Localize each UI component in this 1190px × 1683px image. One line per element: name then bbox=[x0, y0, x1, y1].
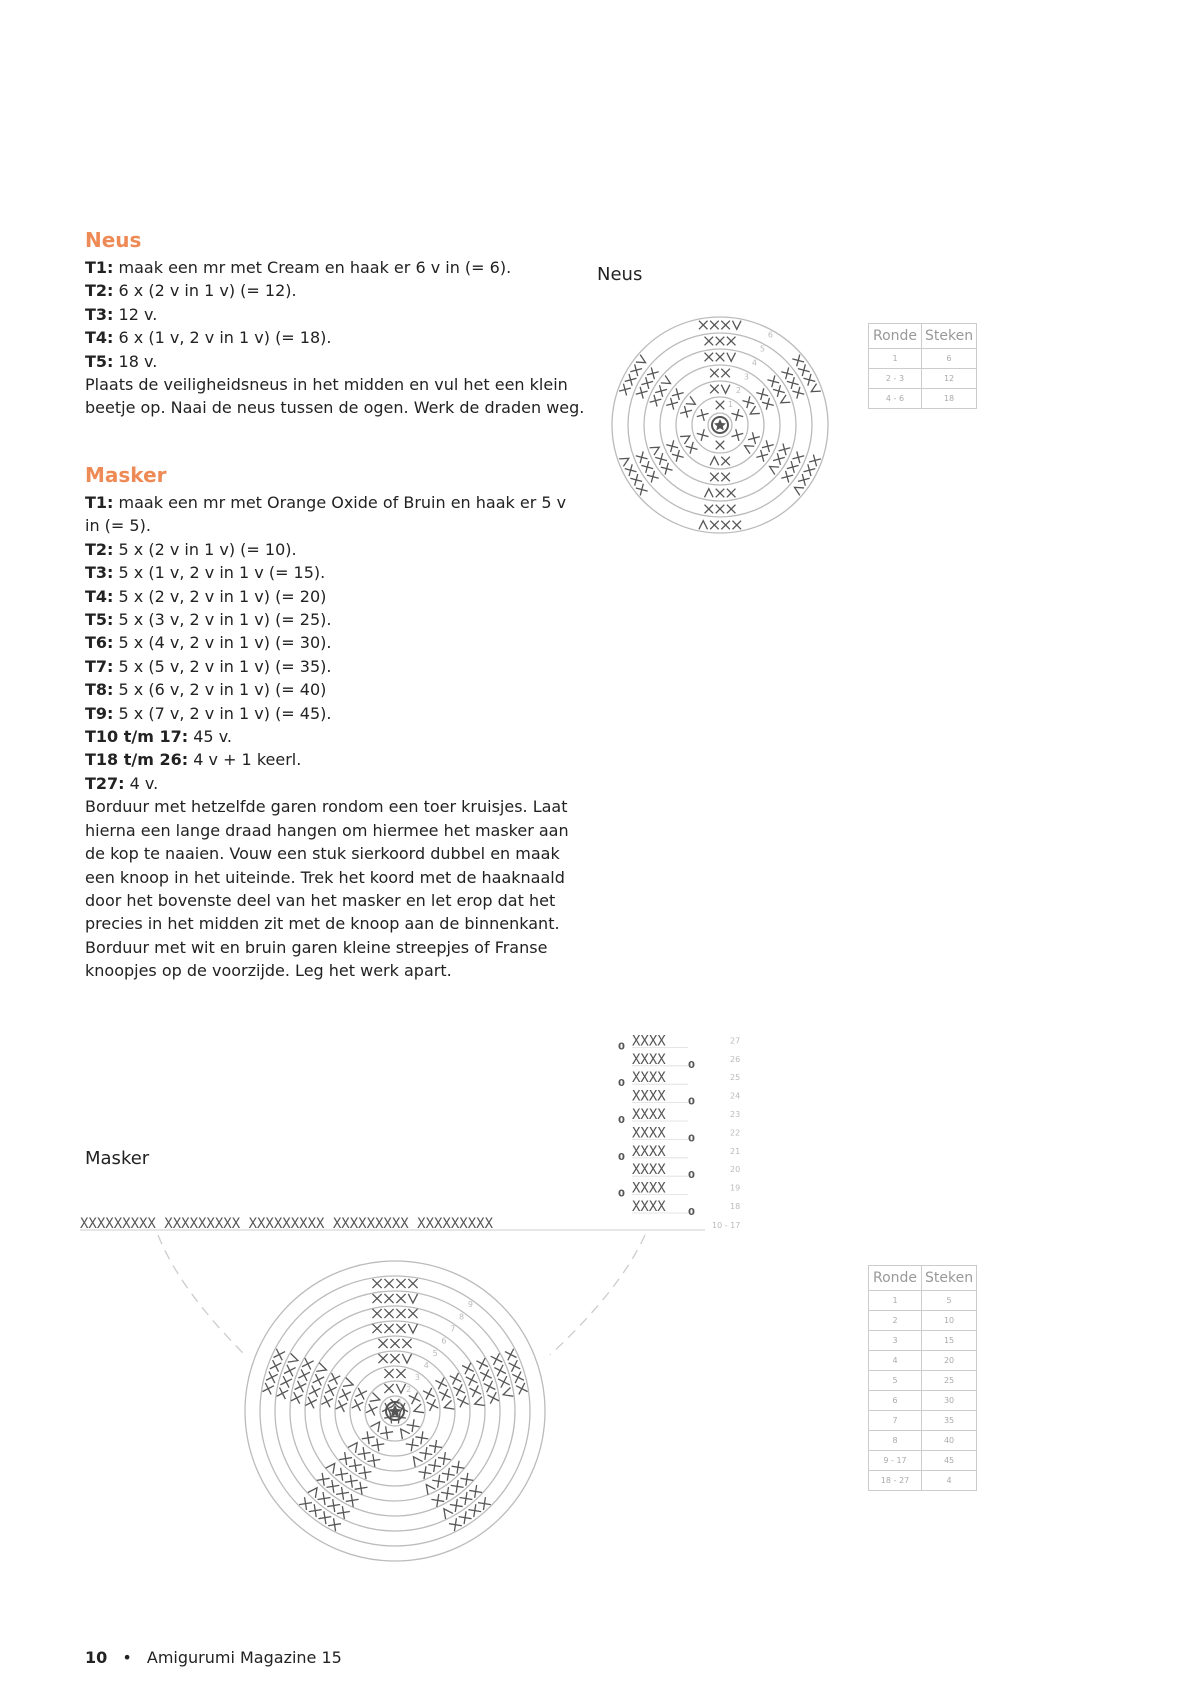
stitch-symbol bbox=[345, 1475, 358, 1488]
stitch-symbol bbox=[505, 1349, 517, 1361]
stitch-symbol bbox=[686, 442, 698, 454]
stitch-symbol bbox=[409, 1393, 421, 1405]
instruction-line: T2: 5 x (2 v in 1 v) (= 10). bbox=[85, 539, 297, 559]
stitch-symbol bbox=[427, 1399, 439, 1411]
row-stitches: XXXX bbox=[632, 1143, 666, 1160]
instruction-line: T27: 4 v. bbox=[85, 773, 159, 793]
stitch-symbol bbox=[756, 450, 768, 462]
stitch-symbol bbox=[699, 321, 708, 330]
stitch-symbol bbox=[773, 453, 785, 465]
stitch-symbol bbox=[732, 521, 741, 530]
turn-symbol: 0 bbox=[688, 1059, 695, 1071]
instruction-line: T3: 12 v. bbox=[85, 304, 158, 324]
stitch-symbol bbox=[710, 369, 719, 378]
table-row: 5 25 bbox=[869, 1371, 977, 1391]
table-row: 8 40 bbox=[869, 1431, 977, 1451]
ring-number: 1 bbox=[397, 1397, 403, 1407]
stitch-symbol bbox=[468, 1504, 481, 1517]
stitch-symbol bbox=[798, 364, 810, 376]
stitch-symbol bbox=[442, 1468, 455, 1481]
stitch-symbol bbox=[370, 1393, 382, 1405]
stitch-symbol bbox=[384, 1279, 393, 1288]
stitch-symbol bbox=[451, 1480, 464, 1493]
row-stitches: XXXX bbox=[632, 1199, 666, 1215]
masker-heading: Masker bbox=[85, 463, 167, 487]
stitch-symbol bbox=[767, 463, 779, 475]
table-row: 9 - 17 45 bbox=[869, 1451, 977, 1471]
stitch-symbol bbox=[355, 1388, 367, 1400]
stitch-symbol bbox=[412, 1404, 424, 1416]
stitch-symbol bbox=[716, 353, 725, 362]
table-row: 7 35 bbox=[869, 1411, 977, 1431]
stitch-symbol bbox=[266, 1371, 278, 1383]
instruction-line: T18 t/m 26: 4 v + 1 keerl. bbox=[85, 750, 302, 770]
stitch-symbol bbox=[396, 1279, 405, 1288]
page-footer bbox=[85, 1648, 342, 1667]
stitch-symbol bbox=[372, 1294, 381, 1303]
stitch-symbol bbox=[309, 1504, 322, 1517]
stitch-symbol bbox=[453, 1384, 465, 1396]
stitch-symbol bbox=[792, 451, 804, 463]
stitch-symbol bbox=[384, 1324, 393, 1333]
stitch-symbol bbox=[798, 474, 810, 486]
instruction-line: T5: 5 x (3 v, 2 v in 1 v) (= 25). bbox=[85, 610, 332, 630]
ring-number: 4 bbox=[423, 1360, 429, 1370]
stitch-symbol bbox=[470, 1385, 482, 1397]
stitch-symbol bbox=[384, 1384, 393, 1393]
stitch-symbol bbox=[781, 471, 793, 483]
stitch-symbol bbox=[318, 1511, 331, 1524]
table-row: 2 10 bbox=[869, 1311, 977, 1331]
instruction-line: T5: 18 v. bbox=[85, 351, 158, 371]
row-stitches: XXXX bbox=[632, 1051, 666, 1068]
row-number: 23 bbox=[730, 1110, 741, 1119]
instruction-line: T7: 5 x (5 v, 2 v in 1 v) (= 35). bbox=[85, 656, 332, 676]
stitch-symbol bbox=[396, 1309, 405, 1318]
masker-stitch-table bbox=[868, 1265, 977, 1491]
stitch-symbol bbox=[710, 385, 719, 394]
stitch-symbol bbox=[509, 1360, 521, 1372]
stitch-symbol bbox=[641, 461, 653, 473]
stitch-symbol bbox=[366, 1404, 378, 1416]
stitch-symbol bbox=[473, 1397, 485, 1409]
stitch-symbol bbox=[432, 1475, 445, 1488]
stitch-symbol bbox=[721, 457, 730, 466]
stitch-symbol bbox=[390, 1339, 399, 1348]
stitch-symbol bbox=[273, 1349, 285, 1361]
stitch-symbol bbox=[686, 396, 698, 408]
row-number: 19 bbox=[730, 1183, 741, 1193]
stitch-symbol bbox=[466, 1374, 478, 1386]
neus-crochet-diagram bbox=[600, 305, 840, 545]
stitch-symbol bbox=[280, 1376, 292, 1388]
stitch-symbol bbox=[787, 377, 799, 389]
stitch-symbol bbox=[619, 384, 631, 396]
table-header-ronde: Ronde bbox=[869, 1266, 922, 1291]
turn-symbol: 0 bbox=[688, 1170, 695, 1182]
row-stitches: XXXX bbox=[632, 1125, 666, 1142]
stitch-symbol bbox=[450, 1499, 463, 1512]
stitch-symbol bbox=[402, 1339, 411, 1348]
turn-symbol: 0 bbox=[688, 1096, 695, 1108]
page-number: 10 bbox=[85, 1648, 108, 1667]
table-row: 4 - 6 18 bbox=[869, 389, 977, 409]
masker-paragraph: Borduur met hetzelfde garen rondom een toer kruisjes. Laat hierna een lange draad hangen om hiermee het masker aan de kop te naaien. Vouw een stuk sierkoord dubbel en maak een knoop in het uiteinde. Trek het koord met de haaknaald door het bovenste deel van het masker en let erop dat het precies in het midden zit met de knoop aan de binnenkant. Borduur met wit en bruin garen kleine streepjes of Franse knoopjes op de voorzijde. Leg het werk apart. bbox=[85, 797, 569, 981]
stitch-symbol bbox=[384, 1294, 393, 1303]
stitch-symbol bbox=[630, 364, 642, 376]
stitch-symbol bbox=[705, 505, 714, 514]
stitch-symbol bbox=[727, 353, 736, 362]
stitch-symbol bbox=[362, 1431, 375, 1444]
stitch-symbol bbox=[716, 441, 725, 450]
stitch-symbol bbox=[325, 1384, 337, 1396]
table-row: 3 15 bbox=[869, 1331, 977, 1351]
stitch-symbol bbox=[650, 443, 662, 455]
stitch-symbol bbox=[710, 457, 719, 466]
stitch-symbol bbox=[298, 1369, 310, 1381]
stitch-symbol bbox=[378, 1354, 387, 1363]
base-row-label: 10 - 17 bbox=[712, 1221, 741, 1230]
stitch-symbol bbox=[672, 388, 684, 400]
stitch-symbol bbox=[270, 1360, 282, 1372]
stitch-symbol bbox=[727, 489, 736, 498]
stitch-symbol bbox=[459, 1511, 472, 1524]
turn-symbol: 0 bbox=[618, 1188, 625, 1200]
stitch-symbol bbox=[748, 406, 760, 418]
ring-number: 3 bbox=[743, 372, 749, 382]
stitch-symbol bbox=[787, 461, 799, 473]
instruction-line: T1: maak een mr met Orange Oxide of Bruin en haak er 5 v in (= 5). bbox=[85, 493, 567, 536]
stitch-symbol bbox=[295, 1381, 307, 1393]
row-number: 21 bbox=[730, 1146, 741, 1156]
instruction-line: T9: 5 x (7 v, 2 v in 1 v) (= 45). bbox=[85, 703, 332, 723]
stitch-symbol bbox=[457, 1396, 469, 1408]
row-number: 20 bbox=[730, 1165, 741, 1175]
stitch-symbol bbox=[443, 1400, 455, 1412]
stitch-symbol bbox=[452, 1461, 465, 1474]
stitch-symbol bbox=[727, 505, 736, 514]
stitch-symbol bbox=[773, 385, 785, 397]
stitch-symbol bbox=[721, 321, 730, 330]
table-row: 2 - 3 12 bbox=[869, 369, 977, 389]
row-stitches: XXXX bbox=[632, 1107, 666, 1123]
stitch-symbol bbox=[402, 1354, 411, 1363]
stitch-symbol bbox=[441, 1487, 454, 1500]
instruction-line: T3: 5 x (1 v, 2 v in 1 v (= 15). bbox=[85, 563, 326, 583]
neus-stitch-table bbox=[868, 323, 977, 409]
turn-symbol: 0 bbox=[618, 1115, 625, 1126]
stitch-symbol bbox=[380, 1426, 393, 1439]
stitch-symbol bbox=[262, 1383, 274, 1395]
stitch-symbol bbox=[762, 398, 774, 410]
ring-number: 9 bbox=[467, 1300, 473, 1310]
stitch-symbol bbox=[450, 1373, 462, 1385]
magazine-title: Amigurumi Magazine 15 bbox=[146, 1648, 342, 1667]
stitch-symbol bbox=[697, 429, 709, 441]
stitch-symbol bbox=[625, 464, 637, 476]
stitch-symbol bbox=[666, 440, 678, 452]
stitch-symbol bbox=[358, 1447, 371, 1460]
stitch-symbol bbox=[809, 384, 821, 396]
ring-number: 5 bbox=[759, 344, 765, 354]
instruction-line: T4: 6 x (1 v, 2 v in 1 v) (= 18). bbox=[85, 328, 332, 348]
stitch-symbol bbox=[647, 367, 659, 379]
stitch-symbol bbox=[710, 321, 719, 330]
stitch-symbol bbox=[396, 1369, 405, 1378]
turn-symbol: 0 bbox=[618, 1041, 625, 1053]
stitch-symbol bbox=[336, 1487, 349, 1500]
stitch-symbol bbox=[619, 455, 631, 467]
stitch-symbol bbox=[680, 432, 692, 444]
row-number: 25 bbox=[730, 1073, 741, 1083]
table-row: 1 6 bbox=[869, 349, 977, 369]
neus-paragraph: Plaats de veiligheidsneus in het midden en vul het een klein beetje op. Naai de neus tussen de ogen. Werk de draden weg. bbox=[85, 375, 585, 418]
stitch-symbol bbox=[396, 1294, 405, 1303]
stitch-symbol bbox=[655, 453, 667, 465]
neus-instructions bbox=[85, 256, 585, 420]
table-row: 1 5 bbox=[869, 1291, 977, 1311]
stitch-symbol bbox=[792, 484, 804, 496]
stitch-symbol bbox=[732, 321, 741, 330]
stitch-symbol bbox=[309, 1385, 321, 1397]
stitch-symbol bbox=[636, 387, 648, 399]
stitch-symbol bbox=[641, 377, 653, 389]
base-row-stitches: XXXXXXXXX XXXXXXXXX XXXXXXXXX XXXXXXXXX XXXXXXXXX bbox=[80, 1216, 494, 1232]
row-number: 22 bbox=[730, 1128, 741, 1138]
ring-number: 2 bbox=[735, 386, 741, 396]
stitch-symbol bbox=[721, 385, 730, 394]
stitch-symbol bbox=[498, 1376, 510, 1388]
stitch-symbol bbox=[305, 1397, 317, 1409]
stitch-symbol bbox=[487, 1392, 499, 1404]
instruction-line: T6: 5 x (4 v, 2 v in 1 v) (= 30). bbox=[85, 633, 332, 653]
row-number: 26 bbox=[730, 1054, 741, 1064]
stitch-symbol bbox=[705, 489, 714, 498]
stitch-symbol bbox=[484, 1381, 496, 1393]
stitch-symbol bbox=[661, 375, 673, 387]
stitch-symbol bbox=[460, 1492, 473, 1505]
stitch-symbol bbox=[352, 1399, 364, 1411]
table-header-ronde: Ronde bbox=[869, 324, 922, 349]
stitch-symbol bbox=[792, 387, 804, 399]
stitch-symbol bbox=[371, 1438, 384, 1451]
turn-symbol: 0 bbox=[688, 1207, 695, 1218]
stitch-symbol bbox=[502, 1388, 514, 1400]
stitch-symbol bbox=[680, 406, 692, 418]
ring-number: 8 bbox=[459, 1312, 465, 1322]
stitch-symbol bbox=[321, 1396, 333, 1408]
ring-number: 4 bbox=[751, 358, 757, 368]
table-header-steken: Steken bbox=[922, 324, 977, 349]
stitch-symbol bbox=[636, 484, 648, 496]
stitch-symbol bbox=[666, 398, 678, 410]
stitch-symbol bbox=[650, 395, 662, 407]
stitch-symbol bbox=[731, 429, 743, 441]
stitch-symbol bbox=[699, 521, 708, 530]
stitch-symbol bbox=[406, 1438, 419, 1451]
stitch-symbol bbox=[710, 521, 719, 530]
stitch-symbol bbox=[647, 471, 659, 483]
table-row: 18 - 27 4 bbox=[869, 1471, 977, 1491]
stitch-symbol bbox=[804, 374, 816, 386]
stitch-symbol bbox=[428, 1459, 441, 1472]
stitch-symbol bbox=[779, 443, 791, 455]
stitch-symbol bbox=[326, 1480, 339, 1493]
stitch-symbol bbox=[372, 1324, 381, 1333]
stitch-symbol bbox=[318, 1492, 331, 1505]
stitch-symbol bbox=[512, 1371, 524, 1383]
ring-number: 5 bbox=[432, 1348, 438, 1358]
masker-chart-title: Masker bbox=[85, 1148, 150, 1169]
stitch-symbol bbox=[423, 1388, 435, 1400]
stitch-symbol bbox=[655, 385, 667, 397]
stitch-symbol bbox=[804, 464, 816, 476]
stitch-symbol bbox=[779, 395, 791, 407]
ring-number: 3 bbox=[414, 1373, 421, 1383]
instruction-line: T8: 5 x (6 v, 2 v in 1 v) (= 40) bbox=[85, 680, 327, 700]
stitch-symbol bbox=[408, 1294, 417, 1303]
instruction-line: T4: 5 x (2 v, 2 v in 1 v) (= 20) bbox=[85, 586, 327, 606]
stitch-symbol bbox=[335, 1468, 348, 1481]
stitch-symbol bbox=[327, 1499, 340, 1512]
stitch-symbol bbox=[672, 450, 684, 462]
table-header-steken: Steken bbox=[922, 1266, 977, 1291]
instruction-line: T2: 6 x (2 v in 1 v) (= 12). bbox=[85, 281, 297, 301]
masker-instructions bbox=[85, 491, 585, 983]
stitch-symbol bbox=[781, 367, 793, 379]
stitch-symbol bbox=[809, 455, 821, 467]
stitch-symbol bbox=[378, 1339, 387, 1348]
stitch-symbol bbox=[408, 1309, 417, 1318]
row-number: 18 bbox=[730, 1202, 741, 1211]
turn-symbol: 0 bbox=[618, 1151, 625, 1163]
stitch-symbol bbox=[396, 1324, 405, 1333]
stitch-symbol bbox=[716, 401, 725, 410]
stitch-symbol bbox=[349, 1459, 362, 1472]
instruction-line: T1: maak een mr met Cream en haak er 6 v in (= 6). bbox=[85, 258, 512, 277]
stitch-symbol bbox=[731, 409, 743, 421]
stitch-symbol bbox=[384, 1309, 393, 1318]
stitch-symbol bbox=[336, 1400, 348, 1412]
stitch-symbol bbox=[716, 505, 725, 514]
ring-number: 6 bbox=[441, 1336, 447, 1346]
turn-symbol: 0 bbox=[688, 1133, 695, 1145]
stitch-symbol bbox=[326, 1461, 339, 1474]
stitch-symbol bbox=[415, 1431, 428, 1444]
stitch-symbol bbox=[408, 1324, 417, 1333]
stitch-symbol bbox=[792, 355, 804, 367]
stitch-symbol bbox=[313, 1374, 325, 1386]
row-number: 27 bbox=[730, 1036, 741, 1046]
stitch-symbol bbox=[721, 521, 730, 530]
stitch-symbol bbox=[419, 1447, 432, 1460]
table-row: 6 30 bbox=[869, 1391, 977, 1411]
stitch-symbol bbox=[727, 337, 736, 346]
stitch-symbol bbox=[277, 1388, 289, 1400]
ring-number: 6 bbox=[767, 330, 773, 340]
stitch-symbol bbox=[636, 451, 648, 463]
stitch-symbol bbox=[710, 473, 719, 482]
stitch-symbol bbox=[372, 1309, 381, 1318]
stitch-symbol bbox=[748, 432, 760, 444]
stitch-symbol bbox=[636, 355, 648, 367]
ring-number: 7 bbox=[450, 1324, 456, 1334]
stitch-symbol bbox=[743, 442, 755, 454]
instruction-line: T10 t/m 17: 45 v. bbox=[85, 727, 232, 747]
row-stitches: XXXX bbox=[632, 1180, 666, 1197]
stitch-symbol bbox=[480, 1369, 492, 1381]
stitch-symbol bbox=[767, 375, 779, 387]
stitch-symbol bbox=[721, 473, 730, 482]
masker-crochet-diagram bbox=[80, 1025, 760, 1570]
stitch-symbol bbox=[743, 396, 755, 408]
stitch-symbol bbox=[716, 337, 725, 346]
row-stitches: XXXX bbox=[632, 1088, 666, 1105]
table-row: 4 20 bbox=[869, 1351, 977, 1371]
stitch-symbol bbox=[756, 388, 768, 400]
stitch-symbol bbox=[284, 1365, 296, 1377]
stitch-symbol bbox=[372, 1279, 381, 1288]
row-number: 24 bbox=[730, 1091, 741, 1101]
stitch-symbol bbox=[661, 463, 673, 475]
stitch-symbol bbox=[329, 1373, 341, 1385]
row-stitches: XXXX bbox=[632, 1070, 666, 1087]
neus-chart-title: Neus bbox=[597, 264, 643, 285]
ring-number: 1 bbox=[727, 399, 733, 409]
stitch-symbol bbox=[291, 1392, 303, 1404]
stitch-symbol bbox=[721, 369, 730, 378]
stitch-symbol bbox=[408, 1279, 417, 1288]
ring-number: 2 bbox=[406, 1385, 412, 1395]
stitch-symbol bbox=[439, 1389, 451, 1401]
stitch-symbol bbox=[630, 474, 642, 486]
stitch-symbol bbox=[396, 1384, 405, 1393]
footer-separator: • bbox=[122, 1648, 132, 1667]
stitch-symbol bbox=[516, 1383, 528, 1395]
neus-heading: Neus bbox=[85, 228, 142, 252]
turn-symbol: 0 bbox=[618, 1078, 625, 1090]
stitch-symbol bbox=[705, 337, 714, 346]
stitch-symbol bbox=[339, 1389, 351, 1401]
stitch-symbol bbox=[705, 353, 714, 362]
stitch-symbol bbox=[390, 1354, 399, 1363]
stitch-symbol bbox=[494, 1365, 506, 1377]
row-stitches: XXXX bbox=[632, 1033, 666, 1050]
row-stitches: XXXX bbox=[632, 1162, 666, 1179]
stitch-symbol bbox=[762, 440, 774, 452]
stitch-symbol bbox=[625, 374, 637, 386]
stitch-symbol bbox=[384, 1369, 393, 1378]
stitch-symbol bbox=[716, 489, 725, 498]
stitch-symbol bbox=[397, 1426, 410, 1439]
stitch-symbol bbox=[697, 409, 709, 421]
